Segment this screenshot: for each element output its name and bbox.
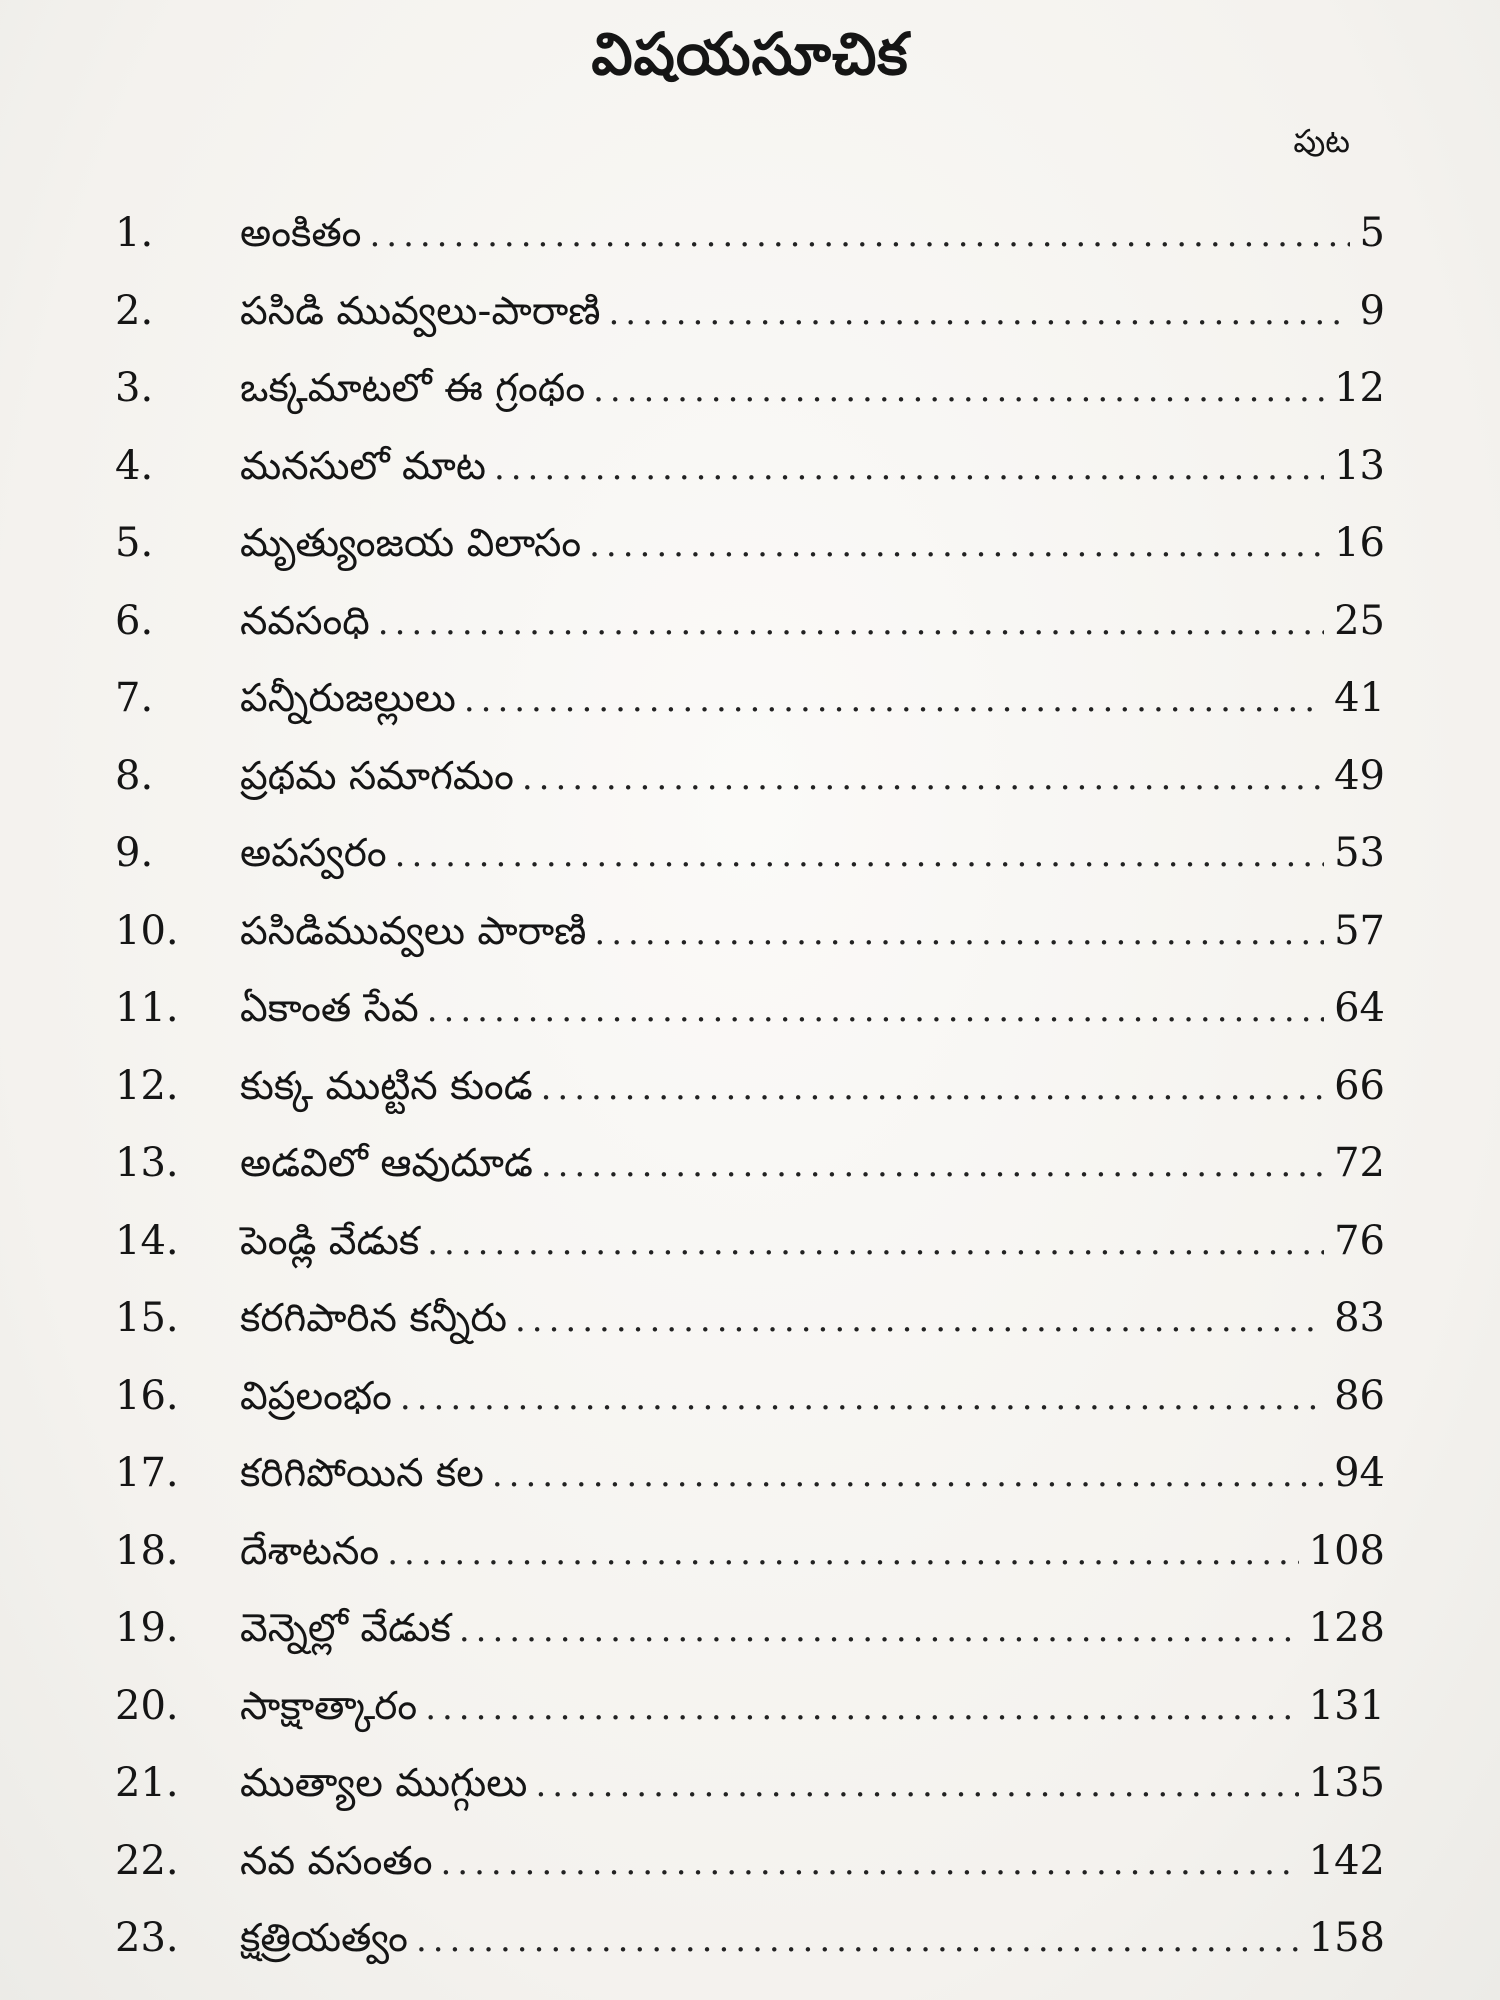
entry-page-number: 64 xyxy=(1334,985,1385,1031)
entry-title: వెన్నెల్లో వేడుక xyxy=(240,1606,451,1651)
toc-entry xyxy=(115,830,1385,908)
entry-page-number: 142 xyxy=(1308,1837,1385,1884)
toc-entry xyxy=(115,908,1385,986)
entry-title: కుక్క ముట్టిన కుండ xyxy=(240,1063,533,1109)
entry-number: 4. xyxy=(115,442,154,489)
entry-page-number: 49 xyxy=(1334,752,1385,799)
entry-page-number: 53 xyxy=(1334,830,1385,876)
entry-title: ప్రథమ సమాగమం xyxy=(240,753,514,799)
dot-leader xyxy=(427,990,1324,1030)
entry-title: క్షత్రియత్వం xyxy=(240,1916,408,1961)
entry-number: 3. xyxy=(115,365,154,411)
entry-page-number: 76 xyxy=(1334,1217,1385,1264)
entry-title: ఒక్కమాటలో ఈ గ్రంథం xyxy=(240,366,586,411)
dot-leader xyxy=(464,680,1324,720)
toc-entry xyxy=(115,753,1385,831)
dot-leader xyxy=(395,835,1324,875)
entry-number: 23. xyxy=(115,1915,179,1961)
entry-number: 1. xyxy=(115,210,154,256)
toc-entry xyxy=(115,520,1385,598)
toc-entry xyxy=(115,1295,1385,1373)
entry-number: 7. xyxy=(115,675,154,721)
entry-number: 14. xyxy=(115,1217,179,1264)
toc-entry xyxy=(115,1063,1385,1141)
entry-number: 10. xyxy=(115,907,179,954)
entry-number: 22. xyxy=(115,1837,179,1884)
toc-entry xyxy=(115,1218,1385,1296)
dot-leader xyxy=(378,603,1324,643)
page-column-label: పుట xyxy=(1293,122,1350,160)
entry-number: 12. xyxy=(115,1062,179,1109)
dot-leader xyxy=(522,758,1324,798)
entry-title: అడవిలో ఆవుదూడ xyxy=(240,1141,533,1186)
toc-entry xyxy=(115,210,1385,288)
entry-title: ముత్యాల ముగ్గులు xyxy=(240,1761,528,1806)
toc-entry xyxy=(115,288,1385,366)
entry-page-number: 158 xyxy=(1308,1915,1385,1961)
entry-page-number: 128 xyxy=(1308,1605,1385,1651)
toc-entry xyxy=(115,1450,1385,1528)
toc-entry xyxy=(115,1683,1385,1761)
entry-title: విప్రలంభం xyxy=(240,1373,392,1419)
page-title: విషయసూచిక xyxy=(591,20,909,88)
entry-title: నవ వసంతం xyxy=(240,1838,433,1884)
entry-number: 19. xyxy=(115,1605,179,1651)
entry-title: మనసులో మాట xyxy=(240,443,486,489)
entry-page-number: 57 xyxy=(1334,907,1385,954)
toc-entry xyxy=(115,985,1385,1063)
entry-number: 6. xyxy=(115,597,154,644)
entry-title: పసిడిమువ్వలు పారాణి xyxy=(240,908,587,954)
dot-leader xyxy=(515,1300,1324,1340)
entry-number: 21. xyxy=(115,1760,179,1806)
entry-page-number: 41 xyxy=(1334,675,1385,721)
entry-title: ఏకాంత సేవ xyxy=(240,986,419,1031)
entry-number: 16. xyxy=(115,1372,179,1419)
dot-leader xyxy=(400,1378,1324,1418)
entry-page-number: 66 xyxy=(1334,1062,1385,1109)
entry-title: అంకితం xyxy=(240,211,362,256)
entry-title: మృత్యుంజయ విలాసం xyxy=(240,521,582,566)
entry-page-number: 131 xyxy=(1308,1682,1385,1729)
entry-title: కరగిపారిన కన్నీరు xyxy=(240,1296,507,1341)
entry-title: పెండ్లి వేడుక xyxy=(240,1218,420,1264)
entry-title: పసిడి మువ్వలు-పారాణి xyxy=(240,288,601,334)
toc-entry xyxy=(115,1373,1385,1451)
dot-leader xyxy=(492,1455,1324,1495)
dot-leader xyxy=(594,913,1324,953)
entry-page-number: 5 xyxy=(1359,210,1385,256)
dot-leader xyxy=(425,1688,1298,1728)
entry-number: 18. xyxy=(115,1527,179,1574)
entry-number: 13. xyxy=(115,1140,179,1186)
dot-leader xyxy=(416,1920,1299,1960)
dot-leader xyxy=(589,525,1324,565)
toc-entry xyxy=(115,1605,1385,1683)
toc-entry xyxy=(115,1528,1385,1606)
toc-entry xyxy=(115,443,1385,521)
toc-entry xyxy=(115,675,1385,753)
dot-leader xyxy=(541,1145,1324,1185)
entry-title: పన్నీరుజల్లులు xyxy=(240,676,456,721)
dot-leader xyxy=(441,1843,1299,1883)
entry-page-number: 16 xyxy=(1334,520,1385,566)
entry-page-number: 72 xyxy=(1334,1140,1385,1186)
entry-page-number: 108 xyxy=(1308,1527,1385,1574)
dot-leader xyxy=(608,293,1349,333)
toc-entry xyxy=(115,365,1385,443)
dot-leader xyxy=(427,1223,1324,1263)
entry-page-number: 86 xyxy=(1334,1372,1385,1419)
entry-number: 17. xyxy=(115,1450,179,1496)
entry-page-number: 25 xyxy=(1334,597,1385,644)
entry-number: 15. xyxy=(115,1295,179,1341)
entry-page-number: 12 xyxy=(1334,365,1385,411)
entry-page-number: 9 xyxy=(1359,287,1385,334)
entry-page-number: 135 xyxy=(1308,1760,1385,1806)
dot-leader xyxy=(593,370,1324,410)
entry-page-number: 13 xyxy=(1334,442,1385,489)
toc-entry xyxy=(115,598,1385,676)
dot-leader xyxy=(494,448,1324,488)
dot-leader xyxy=(541,1068,1325,1108)
toc-entry xyxy=(115,1760,1385,1838)
dot-leader xyxy=(459,1610,1299,1650)
entry-number: 5. xyxy=(115,520,154,566)
entry-number: 2. xyxy=(115,287,154,334)
entry-page-number: 94 xyxy=(1334,1450,1385,1496)
entry-number: 8. xyxy=(115,752,154,799)
entry-number: 20. xyxy=(115,1682,179,1729)
entry-title: నవసంధి xyxy=(240,598,370,644)
entry-title: కరిగిపోయిన కల xyxy=(240,1451,484,1496)
dot-leader xyxy=(535,1765,1298,1805)
table-of-contents xyxy=(115,210,1385,1993)
entry-title: అపస్వరం xyxy=(240,831,387,876)
entry-number: 11. xyxy=(115,985,179,1031)
dot-leader xyxy=(387,1533,1298,1573)
toc-entry xyxy=(115,1915,1385,1993)
toc-entry xyxy=(115,1838,1385,1916)
dot-leader xyxy=(369,215,1349,255)
entry-title: సాక్షాత్కారం xyxy=(240,1683,418,1729)
entry-title: దేశాటనం xyxy=(240,1528,380,1574)
entry-number: 9. xyxy=(115,830,154,876)
entry-page-number: 83 xyxy=(1334,1295,1385,1341)
toc-entry xyxy=(115,1140,1385,1218)
